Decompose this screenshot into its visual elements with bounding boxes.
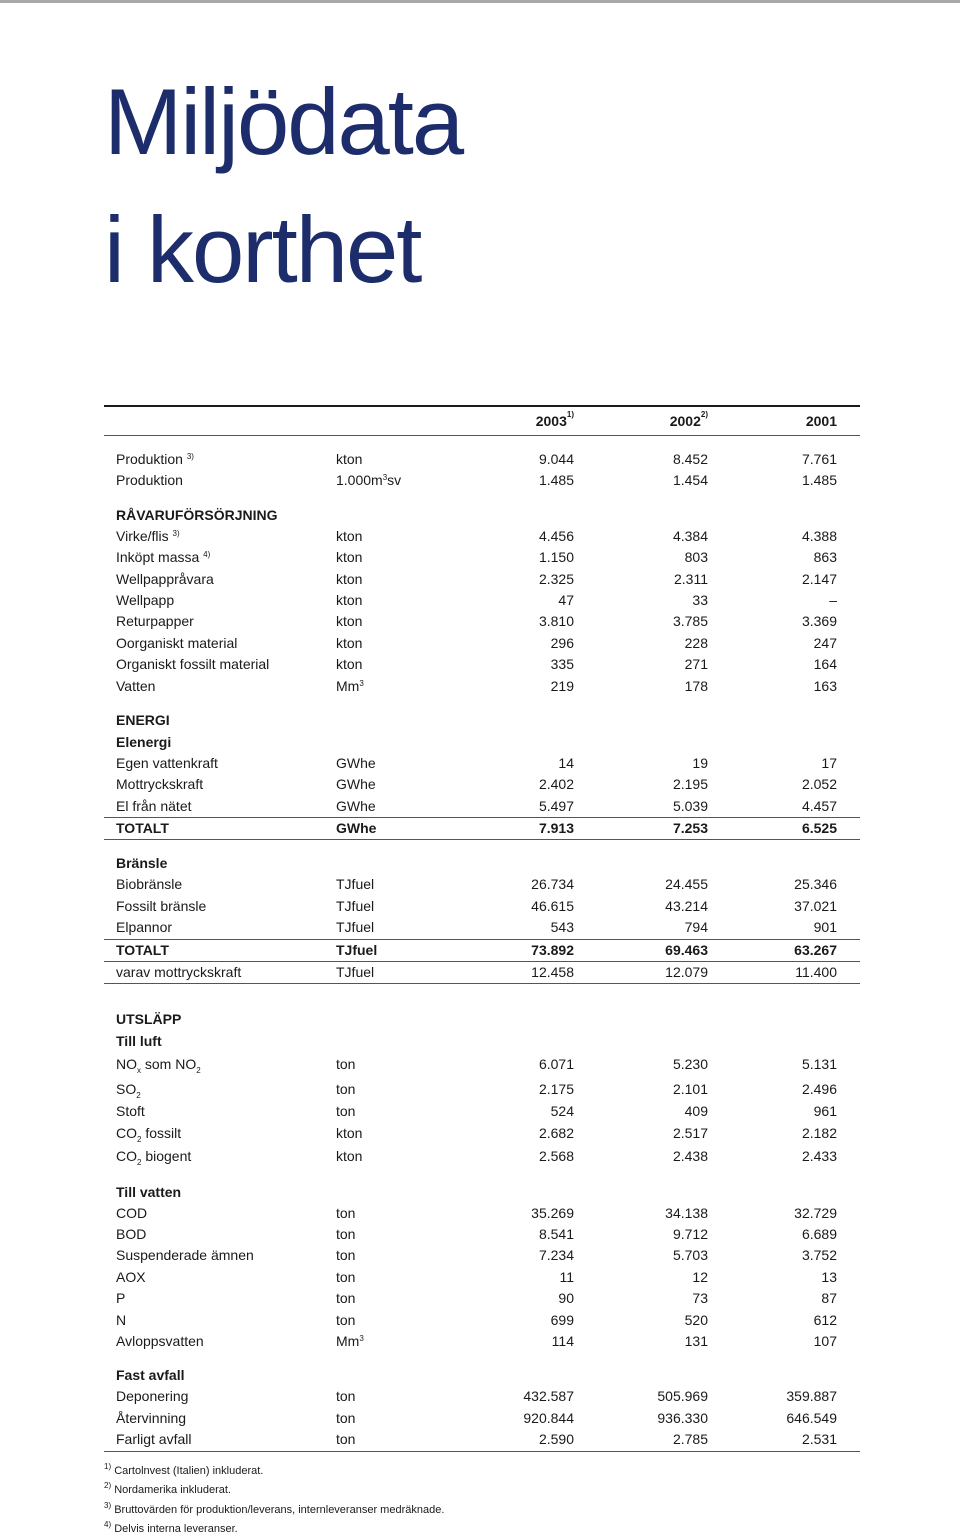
row-label: Avloppsvatten: [116, 1333, 204, 1350]
value-2002: 794: [684, 919, 708, 936]
value-2001: 63.267: [794, 941, 837, 958]
row-label: COD: [116, 1204, 148, 1221]
value-2002: 131: [684, 1333, 708, 1350]
row-unit: GWhe: [336, 797, 376, 814]
value-2001: 87: [821, 1290, 837, 1307]
table-row: [104, 940, 860, 961]
value-2002: 9.712: [672, 1226, 708, 1243]
page-title-line-2: i korthet: [104, 197, 421, 302]
table-row: [104, 526, 860, 547]
value-2003: 7.913: [538, 820, 574, 837]
table-row: [104, 753, 860, 774]
value-2001: 2.052: [801, 776, 837, 793]
row-unit: GWhe: [336, 754, 376, 771]
value-2001: 901: [813, 919, 837, 936]
row-label: Suspenderade ämnen: [116, 1247, 254, 1264]
row-label: Egen vattenkraft: [116, 754, 218, 771]
value-2003: 2.325: [538, 570, 574, 587]
row-label: Vatten: [116, 677, 156, 694]
elenergi-total: [104, 818, 860, 839]
row-unit: ton: [336, 1388, 356, 1405]
row-unit: kton: [336, 549, 363, 566]
footnote: $^{4)}$ Delvis interna leveranser.: [104, 1520, 238, 1535]
value-2001: 163: [813, 677, 837, 694]
table-row: [104, 611, 860, 632]
row-label: Wellpapp: [116, 591, 175, 608]
row-label: Elpannor: [116, 919, 173, 936]
value-2002: 3.785: [672, 613, 708, 630]
row-label: Wellpappråvara: [116, 570, 214, 587]
value-2002: 505.969: [657, 1388, 708, 1405]
value-2001: 37.021: [794, 897, 837, 914]
table-header: [104, 407, 860, 435]
value-2003: 26.734: [531, 876, 574, 893]
value-2001: 107: [813, 1333, 837, 1350]
row-unit: Mm$^3$: [336, 1333, 364, 1350]
row-label: P: [116, 1290, 126, 1307]
value-2002: 271: [684, 656, 708, 673]
row-label: Farligt avfall: [116, 1431, 192, 1448]
table-row-co2-fossilt: $CO_2$ fossilt kton 2.682 2.517 2.182: [104, 1123, 860, 1144]
value-2002: 19: [692, 754, 708, 771]
value-2003: 46.615: [531, 897, 574, 914]
value-2003: 47: [558, 591, 574, 608]
row-unit: TJfuel: [336, 941, 378, 958]
value-2003: 920.844: [523, 1409, 574, 1426]
value-2001: 863: [813, 549, 837, 566]
value-2002: 228: [684, 634, 708, 651]
table-row: [104, 774, 860, 795]
row-unit: kton: [336, 634, 363, 651]
vatten-section: [104, 1203, 860, 1353]
value-2003: 73.892: [531, 941, 574, 958]
row-label: Produktion: [116, 472, 183, 489]
row-label: AOX: [116, 1268, 146, 1285]
table-row: [104, 590, 860, 611]
row-label: N: [116, 1311, 127, 1328]
header-2001: 2001: [805, 413, 837, 429]
value-2003: 1.150: [538, 549, 574, 566]
value-2003: 219: [550, 677, 574, 694]
value-2003: 7.234: [538, 1247, 574, 1264]
value-2001: 164: [813, 656, 837, 673]
row-label: Virke/flis $^{3)}$: [116, 527, 180, 544]
value-2001: 4.457: [801, 797, 837, 814]
value-2001: 2.147: [801, 570, 837, 587]
row-unit: ton: [336, 1311, 356, 1328]
value-2002: 2.785: [672, 1431, 708, 1448]
value-2003: 11: [559, 1268, 574, 1285]
table-row: [104, 547, 860, 568]
row-label: Deponering: [116, 1388, 189, 1405]
row-unit: GWhe: [336, 776, 376, 793]
value-2003: 5.497: [538, 797, 574, 814]
value-2003: 14: [558, 754, 574, 771]
environment-data-table: [104, 405, 860, 1452]
row-unit: ton: [336, 1409, 356, 1426]
value-2001: 6.689: [801, 1226, 837, 1243]
value-2003: 9.044: [538, 451, 574, 467]
value-2001: 25.346: [794, 876, 837, 893]
row-unit: kton: [336, 570, 363, 587]
row-label: BOD: [116, 1226, 147, 1243]
header-2002: 2002$^{2)}$: [669, 410, 708, 429]
footnote: $^{1)}$ Cartolnvest (Italien) inkluderat.: [104, 1462, 264, 1477]
row-unit: kton: [336, 656, 363, 673]
row-unit: $1.000m^3sv$: [336, 472, 402, 489]
vatten-heading: Till vatten: [116, 1183, 182, 1200]
value-2002: 24.455: [665, 876, 708, 893]
value-2003: 114: [551, 1333, 574, 1350]
row-unit: ton: [336, 1431, 356, 1448]
table-row: [104, 1203, 860, 1224]
table-row: [104, 470, 860, 491]
table-row: [104, 1267, 860, 1288]
row-unit: TJfuel: [336, 919, 375, 936]
value-2002: 803: [684, 549, 708, 566]
table-row: [104, 654, 860, 675]
elenergi-section: [104, 753, 860, 817]
row-label: $CO_2$ fossilt: [116, 1124, 182, 1144]
value-2002: 2.311: [674, 570, 708, 587]
value-2003: 432.587: [523, 1388, 574, 1405]
value-2002: 178: [684, 677, 708, 694]
table-row: [104, 633, 860, 654]
table-row-stoft: Stoft ton 524 409 961: [116, 1103, 837, 1120]
row-unit: ton: [336, 1247, 356, 1264]
value-2001: 17: [821, 754, 837, 771]
top-border: [0, 0, 960, 3]
avfall-heading: Fast avfall: [116, 1367, 185, 1384]
row-label: $CO_2$ biogent: [116, 1148, 192, 1167]
row-unit: kton: [336, 613, 363, 630]
value-2003: 8.541: [538, 1226, 574, 1243]
bransle-varav: [104, 962, 860, 983]
value-2003: 35.269: [531, 1204, 574, 1221]
value-2003: 1.485: [538, 472, 574, 489]
table-row: [104, 962, 860, 983]
value-2003: 2.402: [538, 776, 574, 793]
value-2001: 6.525: [801, 820, 837, 837]
value-2001: 4.388: [801, 527, 837, 544]
value-2001: 359.887: [786, 1388, 837, 1405]
table-row: [104, 449, 860, 470]
row-label: Inköpt massa $^{4)}$: [116, 549, 211, 566]
value-2002: 12.079: [665, 964, 708, 981]
value-2001: 7.761: [801, 451, 837, 467]
table-bottom-rule: [104, 1451, 860, 1452]
row-label: Återvinning: [116, 1409, 187, 1426]
row-unit: TJfuel: [336, 964, 375, 981]
value-2002: 34.138: [665, 1204, 708, 1221]
page-title-line-1: Miljödata: [104, 69, 463, 174]
row-label: varav mottryckskraft: [116, 964, 242, 981]
row-unit: TJfuel: [336, 876, 375, 893]
row-label: Mottryckskraft: [116, 776, 204, 793]
bransle-section: [104, 874, 860, 938]
value-2001: 13: [821, 1268, 837, 1285]
table-row-nox: $NO_x$ som $NO_2$ ton 6.071 5.230 5.131: [104, 1052, 860, 1077]
value-2001: 646.549: [786, 1409, 837, 1426]
row-label: Fossilt bränsle: [116, 897, 207, 914]
value-2001: 612: [813, 1311, 837, 1328]
table-row: [104, 917, 860, 938]
value-2002: 4.384: [672, 527, 708, 544]
table-row: [104, 1408, 860, 1429]
table-row: [104, 1386, 860, 1407]
row-label: $NO_x$ som $NO_2$: [116, 1056, 201, 1076]
row-label: Produktion $^{3)}$: [116, 451, 194, 467]
table-row: [104, 896, 860, 917]
value-2003: 699: [550, 1311, 574, 1328]
table-row: [104, 1429, 860, 1450]
row-label: Returpapper: [116, 613, 194, 630]
bransle-total: [104, 940, 860, 961]
value-2003: 12.458: [531, 964, 574, 981]
row-label: TOTALT: [116, 941, 169, 958]
footnote: $^{2)}$ Nordamerika inkluderat.: [104, 1481, 231, 1496]
row-unit: Mm$^3$: [336, 677, 364, 694]
value-2002: 1.454: [672, 472, 708, 489]
row-unit: TJfuel: [336, 897, 375, 914]
table-row: [104, 1331, 860, 1352]
value-2002: 12: [692, 1268, 708, 1285]
value-2001: –: [829, 591, 837, 608]
row-unit: kton: [336, 527, 363, 544]
value-2002: 73: [692, 1290, 708, 1307]
footnote: $^{3)}$ Bruttovärden för produktion/leverans, internleveranser medräknade.: [104, 1501, 445, 1516]
value-2002: 43.214: [665, 897, 708, 914]
value-2001: 3.369: [801, 613, 837, 630]
row-unit: kton: [336, 591, 363, 608]
value-2003: 4.456: [538, 527, 574, 544]
value-2003: 335: [550, 656, 574, 673]
table-row: [104, 874, 860, 895]
row-unit: ton: [336, 1204, 356, 1221]
value-2001: 247: [813, 634, 837, 651]
table-row: [104, 1245, 860, 1266]
value-2002: 33: [692, 591, 708, 608]
value-2001: 1.485: [801, 472, 837, 489]
row-label: Organiskt fossilt material: [116, 656, 270, 673]
value-2001: 2.531: [801, 1431, 837, 1448]
table-row: [104, 1288, 860, 1309]
ravaru-heading: RÅVARUFÖRSÖRJNING: [116, 506, 278, 523]
row-unit: GWhe: [336, 820, 377, 837]
value-2003: 296: [550, 634, 574, 651]
value-2002: 520: [684, 1311, 708, 1328]
value-2003: 543: [550, 919, 574, 936]
value-2002: 5.703: [672, 1247, 708, 1264]
value-2003: 90: [558, 1290, 574, 1307]
row-label: $SO_2$: [116, 1080, 141, 1100]
row-unit: ton: [336, 1290, 356, 1307]
value-2001: 32.729: [794, 1204, 837, 1221]
table-row: [104, 818, 860, 839]
value-2002: 936.330: [657, 1409, 708, 1426]
production-section: [104, 449, 860, 492]
table-row: [104, 796, 860, 817]
row-label: Biobränsle: [116, 876, 183, 893]
table-row: [104, 1310, 860, 1331]
value-2003: 3.810: [538, 613, 574, 630]
row-label: Oorganiskt material: [116, 634, 238, 651]
value-2003: 2.590: [538, 1431, 574, 1448]
ravaru-section: [104, 526, 860, 697]
row-unit: kton: [336, 451, 363, 467]
value-2002: 7.253: [672, 820, 708, 837]
table-row: [104, 676, 860, 697]
bransle-heading: Bränsle: [116, 855, 168, 872]
energi-heading: ENERGI: [116, 711, 170, 728]
value-2002: 2.195: [672, 776, 708, 793]
table-row: [104, 1224, 860, 1245]
row-label: TOTALT: [116, 820, 169, 837]
table-row: [104, 569, 860, 590]
table-row-co2-biogent: $CO_2$ biogent kton 2.568 2.438 2.433: [104, 1144, 860, 1169]
table-row-so2: $SO_2$ ton 2.175 2.101 2.496: [104, 1077, 860, 1102]
row-label: El från nätet: [116, 797, 192, 814]
value-2001: 3.752: [801, 1247, 837, 1264]
value-2002: 8.452: [672, 451, 708, 467]
header-2003: 2003$^{1)}$: [535, 410, 574, 429]
elenergi-heading: Elenergi: [116, 733, 172, 750]
value-2002: 5.039: [672, 797, 708, 814]
value-2001: 11.400: [795, 964, 837, 981]
utslapp-heading: UTSLÄPP: [116, 1011, 182, 1028]
row-unit: ton: [336, 1268, 356, 1285]
luft-heading: Till luft: [116, 1033, 162, 1050]
avfall-section: [104, 1386, 860, 1450]
row-unit: ton: [336, 1226, 356, 1243]
value-2002: 69.463: [665, 941, 708, 958]
